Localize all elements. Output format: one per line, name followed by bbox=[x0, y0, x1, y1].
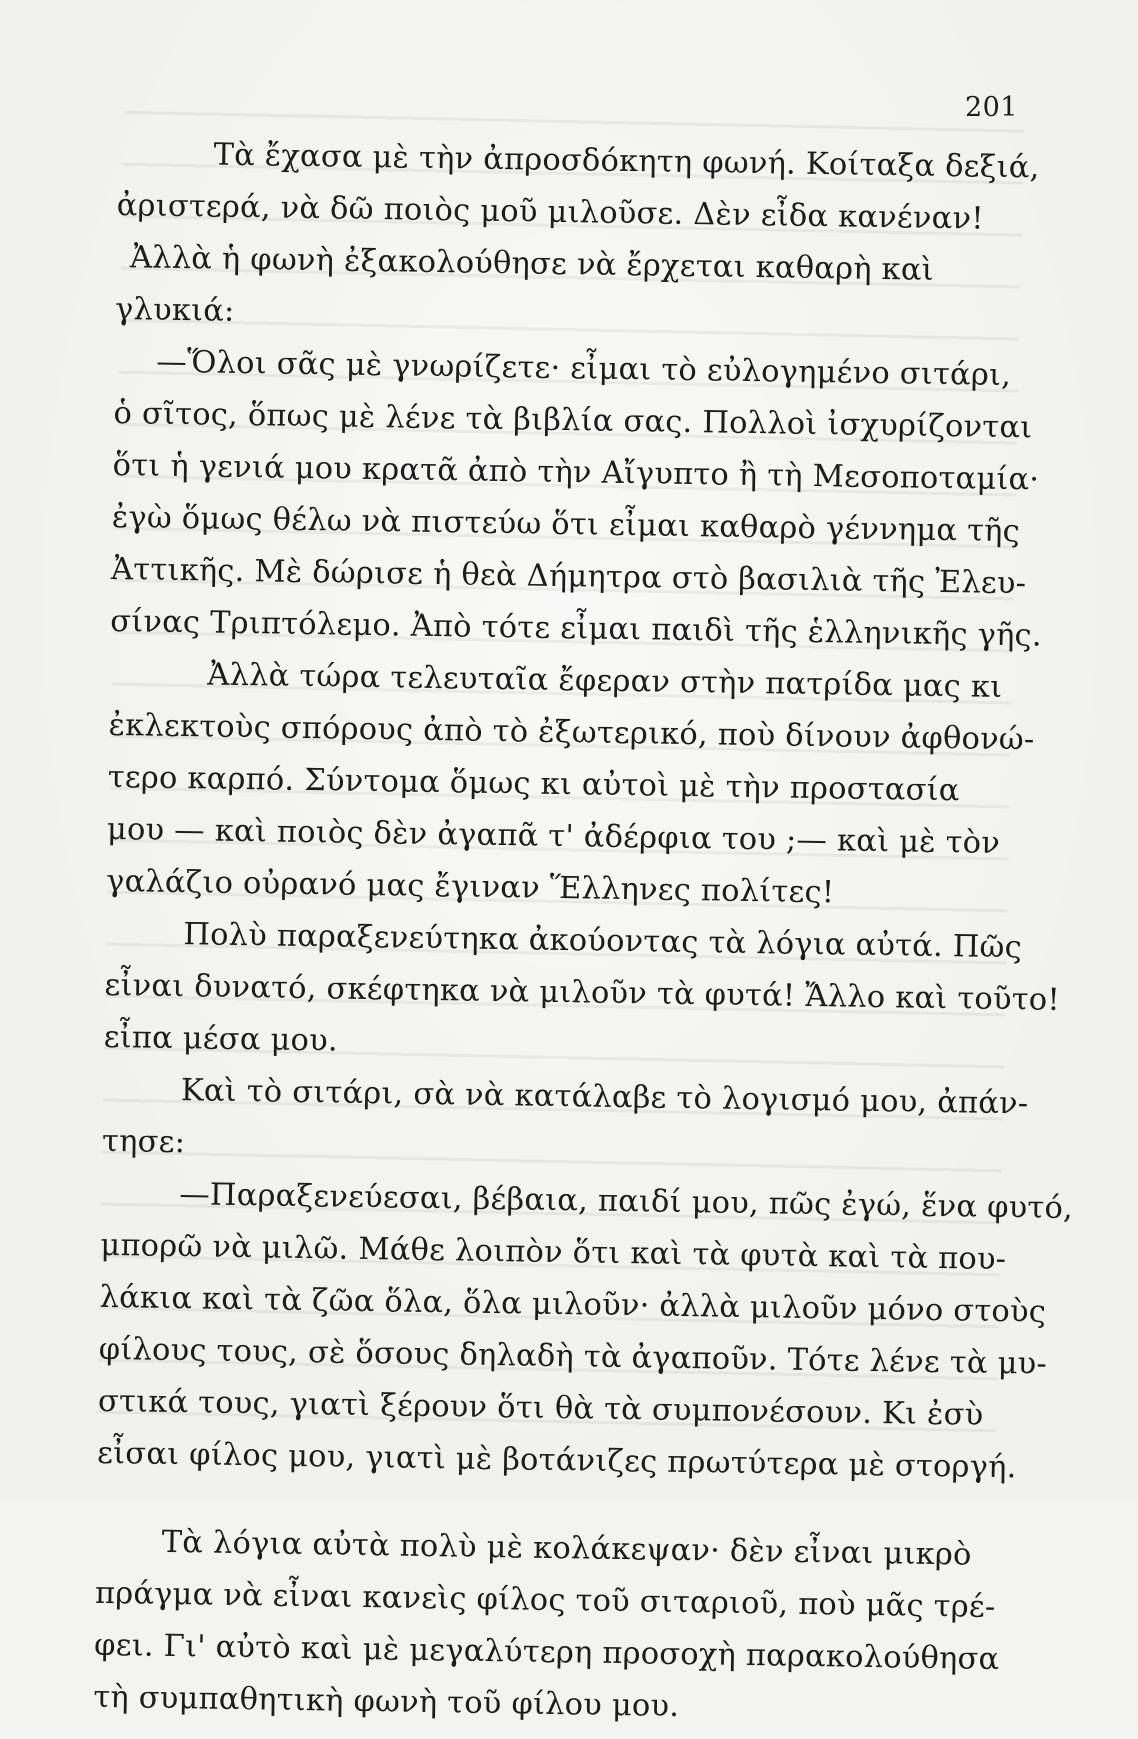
text-line: λάκια καὶ τὰ ζῶα ὅλα, ὅλα μιλοῦν· ἀλλὰ μιλοῦν μόνο στοὺς bbox=[99, 1279, 1047, 1330]
text-line: μου — καὶ ποιὸς δὲν ἀγαπᾶ τ' ἀδέρφια του ;— καὶ μὲ τὸν bbox=[106, 811, 1001, 861]
text-line: γλυκιά: bbox=[114, 291, 235, 329]
text-line: εἶναι δυνατό, σκέφτηκα νὰ μιλοῦν τὰ φυτά! Ἄλλο καὶ τοῦτο! bbox=[104, 967, 1061, 1018]
text-line: ὅτι ἡ γενιά μου κρατᾶ ἀπὸ τὴν Αἴγυπτο ἢ τὴ Μεσοποταμία· bbox=[112, 447, 1040, 498]
text-line: Καὶ τὸ σιτάρι, σὰ νὰ κατάλαβε τὸ λογισμό μου, ἀπάν- bbox=[180, 1073, 1029, 1122]
text-line: τὴ συμπαθητικὴ φωνὴ τοῦ φίλου μου. bbox=[93, 1679, 680, 1725]
text-line: ὁ σῖτος, ὅπως μὲ λένε τὰ βιβλία σας. Πολλοὶ ἰσχυρίζονται bbox=[113, 395, 1033, 446]
text-line: Ἀλλὰ ἡ φωνὴ ἐξακολούθησε νὰ ἔρχεται καθαρὴ καὶ bbox=[129, 240, 935, 288]
text-line: εἶσαι φίλος μου, γιατὶ μὲ βοτάνιζες πρωτύτερα μὲ στοργή. bbox=[96, 1435, 1017, 1486]
text-line: Ἀττικῆς. Μὲ δώρισε ἡ θεὰ Δήμητρα στὸ βασιλιὰ τῆς Ἐλευ- bbox=[110, 551, 1027, 602]
page-number: 201 bbox=[964, 92, 1018, 123]
text-line: ἀριστερά, νὰ δῶ ποιὸς μοῦ μιλοῦσε. Δὲν εἶδα κανέναν! bbox=[116, 187, 984, 237]
text-line: Πολὺ παραξενεύτηκα ἀκούοντας τὰ λόγια αὐτά. Πῶς bbox=[183, 917, 1023, 966]
text-line: τησε: bbox=[101, 1123, 186, 1161]
text-line: —Παραξενεύεσαι, βέβαια, παιδί μου, πῶς ἐγώ, ἕνα φυτό, bbox=[178, 1177, 1074, 1227]
text-line: —Ὅλοι σᾶς μὲ γνωρίζετε· εἶμαι τὸ εὐλογημένο σιτάρι, bbox=[156, 344, 1012, 394]
text-line: Τὰ ἔχασα μὲ τὴν ἀπροσδόκητη φωνή. Κοίταξα δεξιά, bbox=[213, 137, 1040, 186]
text-line: ἐκλεκτοὺς σπόρους ἀπὸ τὸ ἐξωτερικό, ποὺ δίνουν ἀφθονώ- bbox=[108, 707, 1035, 758]
text-line: σίνας Τριπτόλεμο. Ἀπὸ τότε εἶμαι παιδὶ τῆς ἑλληνικῆς γῆς. bbox=[109, 603, 1043, 654]
text-line: τερο καρπό. Σύντομα ὅμως κι αὐτοὶ μὲ τὴν προστασία bbox=[107, 759, 960, 809]
text-line: εἶπα μέσα μου. bbox=[103, 1019, 339, 1059]
body-text bbox=[93, 128, 1074, 1738]
text-line: μπορῶ νὰ μιλῶ. Μάθε λοιπὸν ὅτι καὶ τὰ φυτὰ καὶ τὰ που- bbox=[100, 1227, 1007, 1278]
text-line: φει. Γι' αὐτὸ καὶ μὲ μεγαλύτερη προσοχὴ παρακολούθησα bbox=[93, 1627, 1000, 1678]
text-line: φίλους τους, σὲ ὅσους δηλαδὴ τὰ ἀγαποῦν. Τότε λένε τὰ μυ- bbox=[98, 1331, 1048, 1382]
text-line: στικά τους, γιατὶ ξέρουν ὅτι θὰ τὰ συμπονέσουν. Κι ἐσὺ bbox=[97, 1383, 984, 1433]
text-line: ἐγὼ ὅμως θέλω νὰ πιστεύω ὅτι εἶμαι καθαρὸ γέννημα τῆς bbox=[111, 499, 1021, 550]
text-line: γαλάζιο οὐρανό μας ἔγιναν Ἕλληνες πολίτες! bbox=[105, 863, 835, 911]
text-line: Ἀλλὰ τώρα τελευταῖα ἔφεραν στὴν πατρίδα μας κι bbox=[207, 657, 1003, 705]
text-line: Τὰ λόγια αὐτὰ πολὺ μὲ κολάκεψαν· δὲν εἶναι μικρὸ bbox=[161, 1524, 972, 1573]
text-line: πράγμα νὰ εἶναι κανεὶς φίλος τοῦ σιταριοῦ, ποὺ μᾶς τρέ- bbox=[94, 1575, 996, 1625]
